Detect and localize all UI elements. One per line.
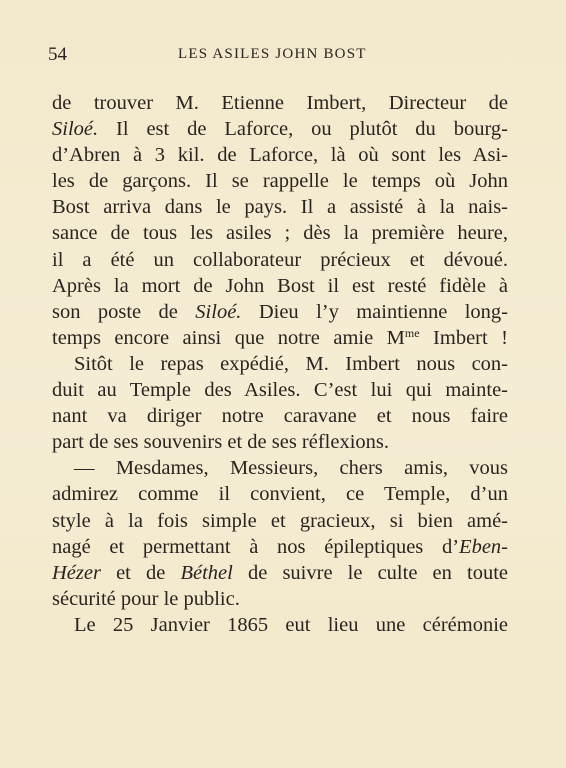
text-line: de trouver M. Etienne Imbert, Directeur de	[52, 92, 508, 114]
text-line: duit au Temple des Asiles. C’est lui qui mainte-	[52, 379, 508, 402]
text-line: nagé et permettant à nos épileptiques d’Eben-	[52, 535, 508, 558]
text-line: sance de tous les asiles ; dès la première heure,	[52, 222, 508, 245]
text-line: part de ses souvenirs et de ses réflexions.	[52, 431, 390, 454]
italic-place-name: Siloé.	[52, 118, 99, 141]
italic-place-name: Béthel	[180, 561, 233, 584]
text-line: style à la fois simple et gracieux, si bien amé-	[52, 509, 508, 532]
italic-place-name: Siloé.	[195, 300, 242, 323]
body-text	[52, 90, 508, 638]
text-line: Siloé. Il est de Laforce, ou plutôt du bourg-	[52, 118, 508, 141]
page-number: 54	[48, 44, 67, 65]
text-line: sécurité pour le public.	[52, 587, 240, 610]
text-line: nant va diriger notre caravane et nous faire	[52, 405, 508, 428]
text-line: Sitôt le repas expédié, M. Imbert nous con-	[74, 352, 508, 375]
text-line: Bost arriva dans le pays. Il a assisté à la nais-	[52, 196, 508, 219]
text-line: temps encore ainsi que notre amie $M^{me}$ Imbert !	[52, 325, 508, 349]
page-header	[48, 44, 508, 68]
italic-place-name: Hézer	[52, 561, 101, 584]
text-line: les de garçons. Il se rappelle le temps où John	[52, 170, 508, 193]
text-line: — Mesdames, Messieurs, chers amis, vous	[74, 457, 508, 480]
running-head: LES ASILES JOHN BOST	[178, 46, 367, 62]
text-line: son poste de Siloé. Dieu l’y maintienne long-	[52, 300, 508, 323]
text-line: Hézer et de Béthel de suivre le culte en toute	[52, 561, 508, 584]
italic-place-name: Eben-	[459, 535, 508, 558]
text-line: admirez comme il convient, ce Temple, d’un	[52, 483, 508, 506]
text-line: Le 25 Janvier 1865 eut lieu une cérémonie	[74, 613, 508, 636]
text-line: d’Abren à 3 kil. de Laforce, là où sont les Asi-	[52, 144, 508, 167]
text-line: Après la mort de John Bost il est resté fidèle à	[52, 274, 508, 297]
text-line: il a été un collaborateur précieux et dévoué.	[52, 248, 508, 271]
superscript: me	[404, 325, 420, 340]
